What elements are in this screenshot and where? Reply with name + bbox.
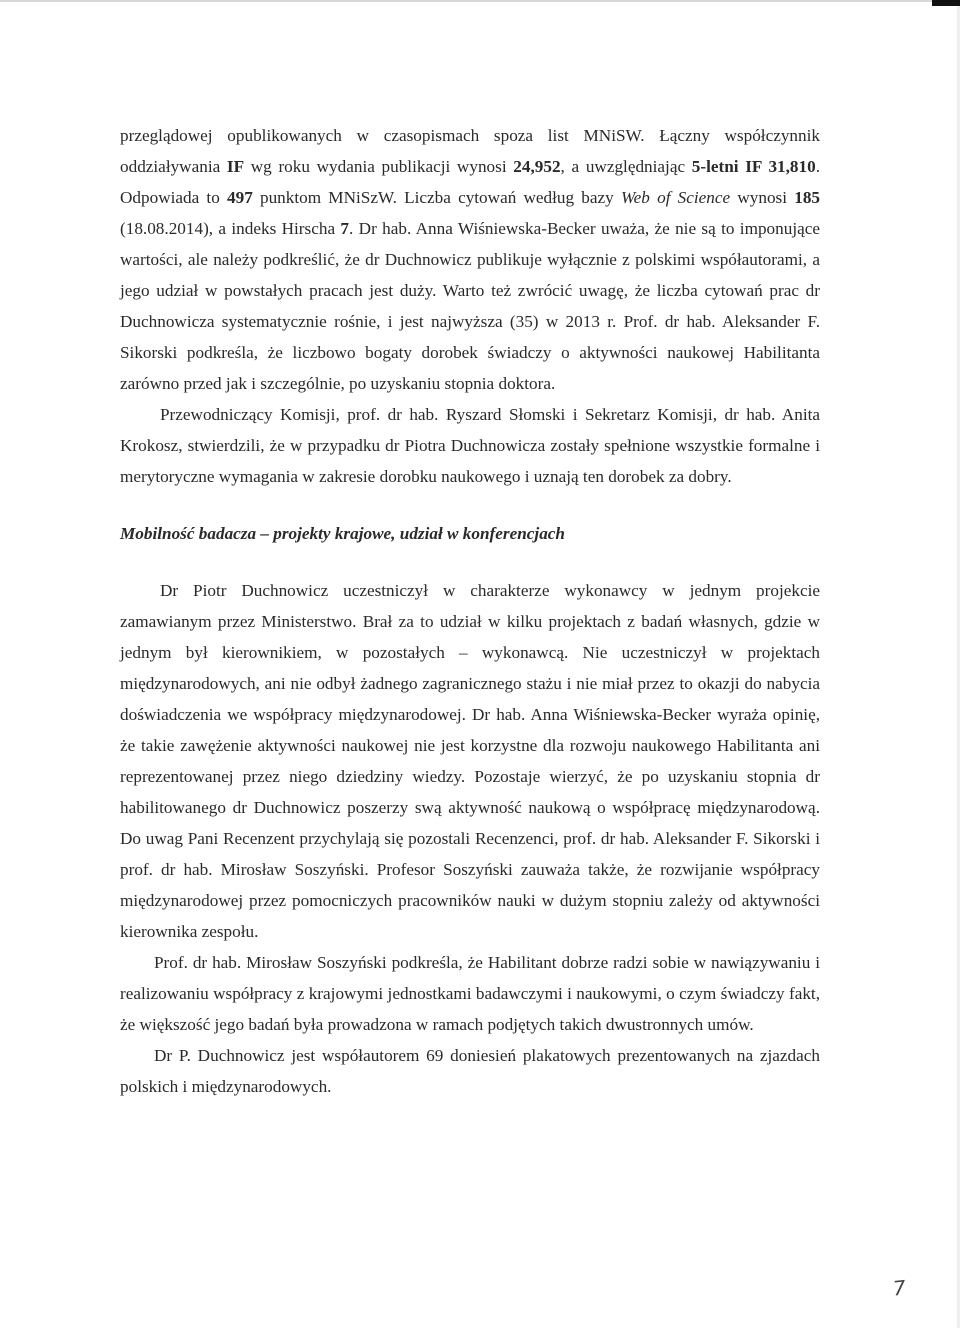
section-heading: Mobilność badacza – projekty krajowe, udział w konferencjach <box>120 524 565 543</box>
emphasis-p1-1: IF <box>226 157 245 176</box>
page-number: 7 <box>891 1275 907 1301</box>
scan-corner-mark <box>932 0 960 6</box>
emphasis-p1-11: 185 <box>794 188 820 207</box>
emphasis-p1-13: 7 <box>340 219 350 238</box>
paragraph-2: Przewodniczący Komisji, prof. dr hab. Ryszard Słomski i Sekretarz Komisji, dr hab. Anita Krokosz, stwierdzili, że w przypadku dr Piotra Duchnowicza zostały spełnione wszystkie formalne i merytoryczne wymagania w zakresie dorobku naukowego i uznają ten dorobek za dobry. <box>120 405 820 486</box>
paragraph-3: Dr Piotr Duchnowicz uczestniczył w charakterze wykonawcy w jednym projekcie zamawianym przez Ministerstwo. Brał za to udział w kilku projektach z badań własnych, gdzie w jednym był kierownikiem, w pozostałych – wykonawcą. Nie uczestniczył w projektach międzynarodowych, ani nie odbył żadnego zagranicznego stażu i nie miał przez to okazji do nabycia doświadczenia we współpracy międzynarodowej. Dr hab. Anna Wiśniewska-Becker wyraża opinię, że takie zawężenie aktywności naukowej nie jest korzystne dla rozwoju naukowego Habilitanta ani reprezentowanej przez niego dziedziny wiedzy. Pozostaje wierzyć, że po uzyskaniu stopnia dr habilitowanego dr Duchnowicz poszerzy swą aktywność naukową o współpracę międzynarodową. Do uwag Pani Recenzent przychylają się pozostali Recenzenci, prof. dr hab. Aleksander F. Sikorski i prof. dr hab. Mirosław Soszyński. Profesor Soszyński zauważa także, że rozwijanie współpracy międzynarodowej przez pomocniczych pracowników nauki w dużym stopniu zależy od aktywności kierownika zespołu. <box>120 581 820 941</box>
paragraph-4: Prof. dr hab. Mirosław Soszyński podkreśla, że Habilitant dobrze radzi sobie w nawiązywaniu i realizowaniu współpracy z krajowymi jednostkami badawczymi i naukowymi, o czym świadczy fakt, że większość jego badań była prowadzona w ramach podjętych takich dwustronnych umów. <box>120 953 820 1034</box>
emphasis-p1-9: Web of Science <box>620 188 731 207</box>
emphasis-p1-7: 497 <box>227 188 253 207</box>
paragraph-1: przeglądowej opublikowanych w czasopismach spoza list MNiSW. Łączny współczynnik oddziaływania IF wg roku wydania publikacji wynosi 24,952, a uwzględniając 5-letni IF 31,810. Odpowiada to 497 punktom MNiSzW. Liczba cytowań według bazy Web of Science wynosi 185 (18.08.2014), a indeks Hirscha 7. Dr hab. Anna Wiśniewska-Becker uważa, że nie są to imponujące wartości, ale należy podkreślić, że dr Duchnowicz publikuje wyłącznie z polskimi współautorami, a jego udział w powstałych pracach jest duży. Warto też zwrócić uwagę, że liczba cytowań prac dr Duchnowicza systematycznie rośnie, i jest najwyższa (35) w 2013 r. Prof. dr hab. Aleksander F. Sikorski podkreśla, że liczbowo bogaty dorobek świadczy o aktywności naukowej Habilitanta zarówno przed jak i szczególnie, po uzyskaniu stopnia doktora. <box>120 126 821 393</box>
scan-edge-top <box>0 0 960 2</box>
document-body <box>120 120 820 1102</box>
emphasis-p1-3: 24,952 <box>513 157 561 176</box>
emphasis-p1-5: 5-letni IF 31,810 <box>691 157 816 176</box>
paragraph-5: Dr P. Duchnowicz jest współautorem 69 doniesień plakatowych prezentowanych na zjazdach polskich i międzynarodowych. <box>120 1046 820 1096</box>
